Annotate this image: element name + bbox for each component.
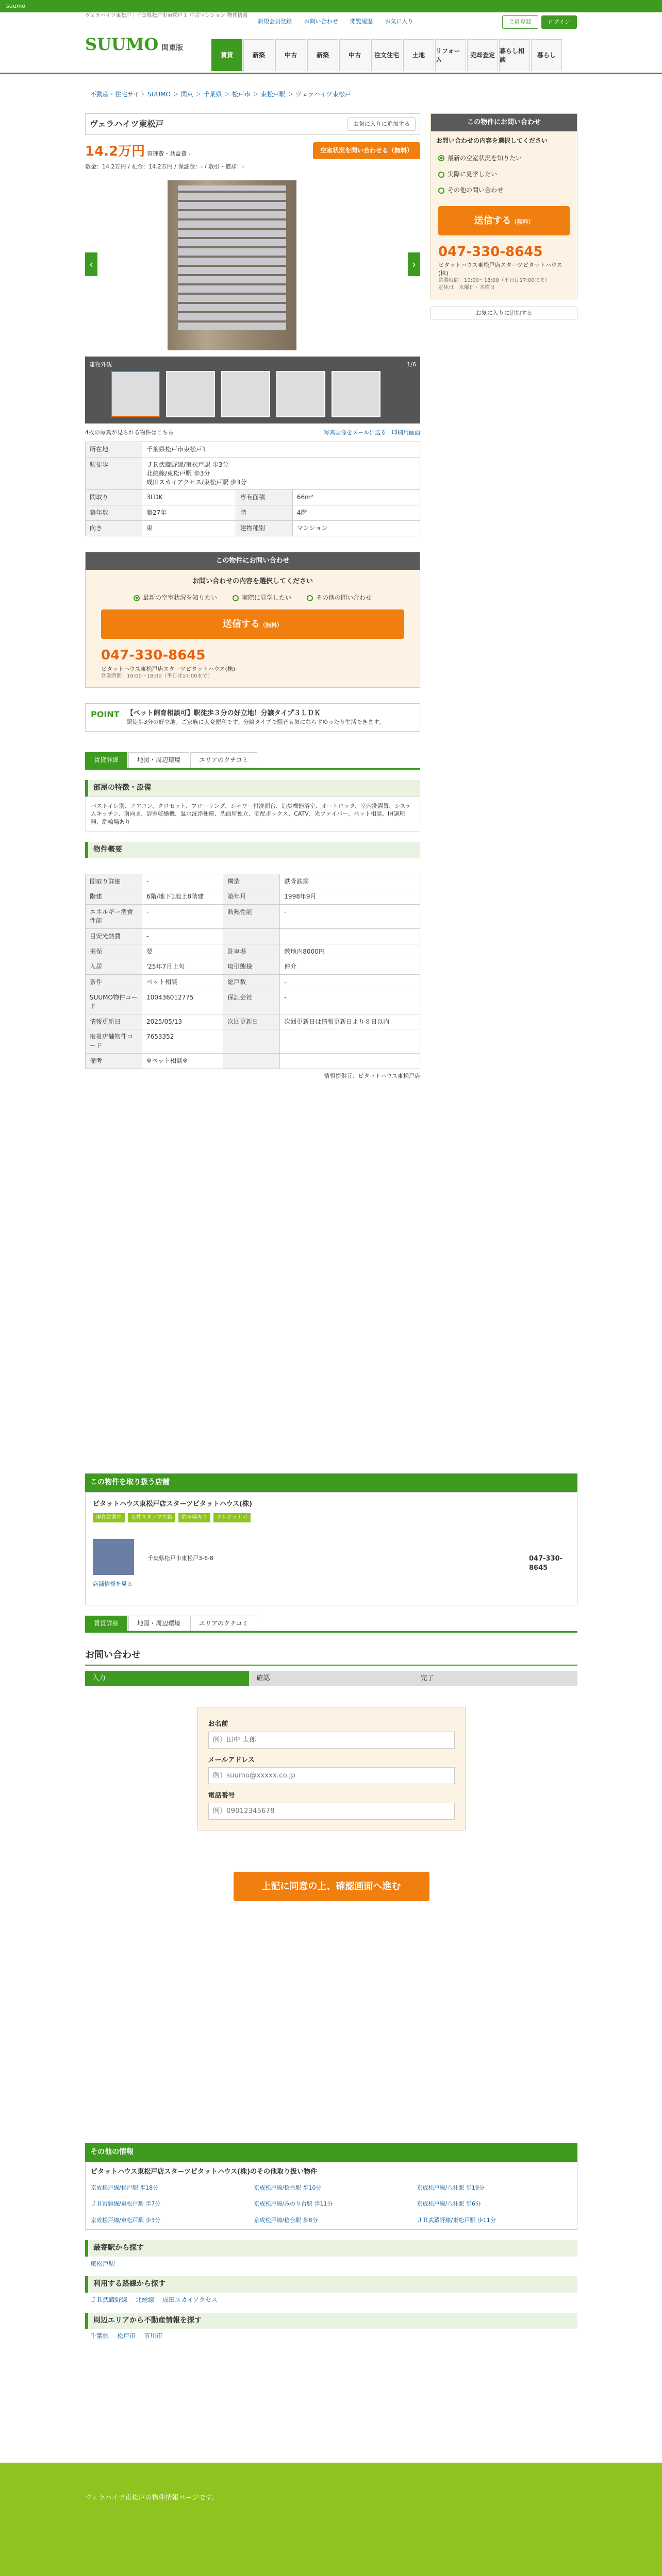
shop-phone[interactable]: 047-330-8645: [529, 1554, 563, 1572]
info-source: 情報提供元：ピタットハウス東松戸店: [324, 1072, 420, 1079]
contact-section: [85, 1649, 577, 1901]
summary-row: [86, 975, 420, 990]
tab-land[interactable]: 土地: [403, 39, 434, 71]
summary-label: 総戸数: [223, 975, 280, 990]
line-link[interactable]: ＪＲ武蔵野線: [90, 2296, 128, 2303]
spec-value: 東: [142, 520, 236, 536]
tab-consult[interactable]: 暮らし相談: [499, 39, 530, 71]
inquiry-question: お問い合わせの内容を選択してください: [192, 577, 313, 585]
features-text: バストイレ別、エアコン、クロゼット、フローリング、シャワー付洗面台、追焚機能浴室、オートロック、室内洗濯置、システムキッチン、南向き、浴室乾燥機、温水洗浄便座、洗面所独立、宅配ボックス、CATV、光ファイバー、ペット相談、IH調理器、駐輪場あり: [85, 796, 420, 832]
spec-value: ＪＲ武蔵野線/東松戸駅 歩3分 北総線/東松戸駅 歩3分 成田スカイアクセス/東松戸駅 歩3分: [142, 457, 420, 489]
side-send-button[interactable]: 送信する（無料）: [438, 206, 570, 235]
summary-label: 目安光熱費: [86, 928, 142, 944]
tab-detail[interactable]: 賃貸詳細: [85, 752, 127, 768]
tab-used-house[interactable]: 中古: [339, 39, 370, 71]
header-buttons: [502, 15, 577, 29]
header-links: [258, 18, 424, 25]
tab-reform[interactable]: リフォーム: [435, 39, 466, 71]
summary-value: -: [142, 874, 223, 889]
line-heading: 利用する路線から探す: [85, 2276, 577, 2293]
summary-table: [85, 874, 420, 1069]
spec-label: 向き: [86, 520, 142, 536]
area-heading: 周辺エリアから不動産情報を探す: [85, 2313, 577, 2329]
summary-label: SUUMO物件コード: [86, 990, 142, 1014]
summary-label: 築年月: [223, 889, 280, 905]
header-link-favorites[interactable]: お気に入り: [385, 18, 413, 25]
deposit-info: 敷金：14.2万円 / 礼金：14.2万円 / 保証金：- / 敷引・償却：-: [85, 163, 245, 171]
summary-value: 2025/05/13: [142, 1014, 223, 1029]
summary-value: -: [280, 990, 420, 1014]
contact-steps: [85, 1671, 577, 1686]
photo-caption: 建物外観: [89, 361, 112, 368]
spec-label: 専有面積: [236, 490, 292, 505]
summary-row: [86, 1053, 420, 1069]
summary-row: [86, 990, 420, 1014]
price-row: [85, 142, 420, 171]
photo-links: [85, 429, 420, 436]
summary-value: -: [280, 975, 420, 990]
other-listing-link[interactable]: 京成松戸線/松戸駅 歩18分: [91, 2184, 159, 2191]
name-field[interactable]: [208, 1732, 455, 1749]
tab-new-mansion[interactable]: 新築: [243, 39, 274, 71]
detail-tabs: [85, 752, 420, 770]
mail-photo-link[interactable]: 写真画像をメールに送る: [324, 429, 386, 436]
other-listing-link[interactable]: ＪＲ常磐線/東松戸駅 歩7分: [91, 2200, 161, 2208]
more-photos-text: 4枚の写真が見られる物件はこちら: [85, 429, 174, 436]
summary-value: 100436012775: [142, 990, 223, 1014]
tab-rent[interactable]: 賃貸: [211, 39, 242, 71]
contact-title: お問い合わせ: [85, 1649, 577, 1666]
thumbnails: [111, 371, 380, 417]
radio-icon: [438, 188, 444, 194]
side-holiday: 定休日：水曜日・木曜日: [438, 284, 495, 291]
radio-icon: [438, 155, 444, 161]
listing-title-bar: [85, 113, 420, 135]
category-tabs: [211, 39, 563, 71]
summary-label: 情報更新日: [86, 1014, 142, 1029]
side-phone-number[interactable]: 047-330-8645: [438, 244, 543, 260]
side-inquiry-question: お問い合わせの内容を選択してください: [436, 137, 548, 145]
spec-value: 3LDK: [142, 490, 236, 505]
tab-reviews[interactable]: エリアのクチコミ: [190, 1616, 257, 1632]
side-inquiry-heading: この物件にお問い合わせ: [431, 114, 577, 131]
summary-row: [86, 1014, 420, 1029]
side-option-vacancy[interactable]: 最新の空室状況を知りたい: [438, 150, 570, 166]
step-input: 入力: [85, 1671, 249, 1686]
thumbnail[interactable]: [276, 371, 325, 417]
contact-form: [197, 1707, 466, 1831]
header-tagline: ヴェラハイツ東松戸｜千葉県松戸市東松戸１ 中古マンション 物件情報: [85, 13, 248, 19]
summary-value: '25年7月上旬: [142, 959, 223, 975]
step-confirm: 確認: [249, 1671, 413, 1686]
price-sub: 管理費・共益費 -: [147, 150, 191, 157]
summary-value: [280, 928, 420, 944]
send-button[interactable]: 送信する（無料）: [101, 609, 404, 639]
other-listing-link[interactable]: 京成松戸線/東松戸駅 歩3分: [91, 2216, 161, 2224]
spec-label: 階: [236, 505, 292, 521]
area-link[interactable]: 松戸市: [117, 2332, 136, 2340]
side-inquiry-box: [431, 113, 577, 299]
spec-value: マンション: [292, 520, 420, 536]
line-link[interactable]: 北総線: [136, 2296, 155, 2303]
other-heading: その他の情報: [85, 2143, 577, 2162]
summary-label: 次回更新日: [223, 1014, 280, 1029]
tab-reviews[interactable]: エリアのクチコミ: [190, 752, 257, 768]
thumbnail[interactable]: [166, 371, 215, 417]
summary-value: 仲介: [280, 959, 420, 975]
member-register-button[interactable]: 会員登録: [502, 15, 538, 29]
spec-label: 建物種別: [236, 520, 292, 536]
shop-tabs: [85, 1616, 577, 1633]
summary-value: -: [142, 905, 223, 929]
tab-life[interactable]: 暮らし: [531, 39, 562, 71]
side-favorite-button[interactable]: お気に入りに追加する: [431, 307, 577, 319]
top-bar: [0, 0, 662, 12]
line-link[interactable]: 成田スカイアクセス: [162, 2296, 218, 2303]
radio-icon: [233, 595, 239, 601]
shop-section: [85, 1473, 577, 1633]
site-logo[interactable]: SUUMO 関東版: [85, 35, 184, 54]
thumbnail-strip: [85, 357, 420, 423]
point-box: [85, 703, 420, 732]
side-option-other[interactable]: その他の問い合わせ: [438, 182, 570, 198]
next-photo-button[interactable]: ›: [408, 252, 420, 276]
summary-value: 1998年9月: [280, 889, 420, 905]
step-done: 完了: [413, 1671, 577, 1686]
shop-name[interactable]: ピタットハウス東松戸店スターツピタットハウス(株): [93, 1500, 253, 1508]
inquiry-options: [86, 594, 420, 602]
side-business-hours: 営業時間：10:00〜18:00（平日は17:00まで）: [438, 277, 550, 283]
other-listing-link[interactable]: 京成松戸線/みのり台駅 歩11分: [254, 2200, 333, 2208]
other-listing-link[interactable]: 京成松戸線/八柱駅 歩6分: [417, 2200, 481, 2208]
rent-price: 14.2万円: [85, 144, 145, 159]
tab-new-house[interactable]: 新築: [307, 39, 338, 71]
point-desc: 駅徒歩3分の好立地。ご家族に大変便利です。分譲タイプで騒音も気にならずゆったり生活できます。: [126, 719, 385, 726]
near-heading: 最寄駅から探す: [85, 2240, 577, 2257]
summary-label: 間取り詳細: [86, 874, 142, 889]
photo-counter: 1/6: [407, 361, 416, 368]
shop-tag: クレジット可: [213, 1513, 251, 1522]
summary-value: -: [280, 905, 420, 929]
header-link-history[interactable]: 閲覧履歴: [350, 18, 373, 25]
spec-label: 駅徒歩: [86, 457, 142, 489]
thumbnail[interactable]: [332, 371, 380, 417]
summary-row: [86, 905, 420, 929]
tab-used-mansion[interactable]: 中古: [275, 39, 306, 71]
summary-label: 構造: [223, 874, 280, 889]
summary-heading: 物件概要: [85, 842, 420, 858]
shop-photo: [93, 1539, 134, 1575]
shop-tag: 現在営業中: [93, 1513, 125, 1522]
spec-value: 築27年: [142, 505, 236, 521]
inquiry-heading: この物件にお問い合わせ: [86, 552, 420, 570]
brand-text: suumo: [6, 3, 26, 9]
print-link[interactable]: 印刷用画面: [392, 429, 420, 436]
summary-value: 7653352: [142, 1029, 223, 1054]
phone-number[interactable]: 047-330-8645: [101, 648, 206, 664]
footer-message: ヴェラハイツ東松戸の物件情報ページです。: [85, 2494, 219, 2502]
summary-label: 損保: [86, 944, 142, 959]
summary-value: ※ペット相談※: [142, 1053, 223, 1069]
tab-detail[interactable]: 賃貸詳細: [85, 1616, 127, 1632]
side-option-visit[interactable]: 実際に見学したい: [438, 166, 570, 182]
other-listings: [91, 2184, 572, 2224]
spec-label: 築年数: [86, 505, 142, 521]
summary-label: 駐車場: [223, 944, 280, 959]
tab-custom-house[interactable]: 注文住宅: [371, 39, 402, 71]
side-column: [431, 113, 577, 319]
point-label: POINT: [91, 709, 120, 719]
tab-map[interactable]: 地図・周辺環境: [128, 1616, 189, 1632]
summary-row: [86, 889, 420, 905]
summary-label: 備考: [86, 1053, 142, 1069]
summary-label: [223, 928, 280, 944]
near-station-link[interactable]: 東松戸駅: [90, 2260, 115, 2267]
spec-value: 66m²: [292, 490, 420, 505]
breadcrumb[interactable]: 不動産・住宅サイト SUUMO ＞ 関東 ＞ 千葉県 ＞ 松戸市 ＞ 東松戸駅 ＞ ヴェラハイツ東松戸: [90, 91, 351, 98]
summary-value: 敷地内8000円: [280, 944, 420, 959]
summary-label: [223, 1053, 280, 1069]
side-company-name: ビタットハウス東松戸店スターツピタットハウス(株): [438, 262, 562, 277]
radio-icon: [438, 172, 444, 178]
shop-tag: 女性スタッフ在籍: [128, 1513, 175, 1522]
radio-icon: [307, 595, 313, 601]
mail-label: メールアドレス: [208, 1756, 255, 1764]
thumbnail[interactable]: [221, 371, 270, 417]
shop-tag: 駐車場あり: [178, 1513, 210, 1522]
summary-value: 次回更新日は情報更新日より８日以内: [280, 1014, 420, 1029]
site-header: [0, 12, 662, 74]
summary-label: 保証会社: [223, 990, 280, 1014]
summary-label: エネルギー消費性能: [86, 905, 142, 929]
spec-value: 千葉県松戸市東松戸1: [142, 442, 420, 457]
spec-value: 4階: [292, 505, 420, 521]
summary-label: 取扱店舗物件コード: [86, 1029, 142, 1054]
other-listing-link[interactable]: ＪＲ武蔵野線/東松戸駅 歩11分: [417, 2216, 496, 2224]
spec-table: [85, 442, 420, 536]
shop-info-link[interactable]: 店舗情報を見る: [93, 1580, 133, 1587]
summary-value: ペット相談: [142, 975, 223, 990]
name-label: お名前: [208, 1720, 228, 1728]
phone-field[interactable]: [208, 1803, 455, 1820]
spec-label: 間取り: [86, 490, 142, 505]
radio-icon: [134, 595, 140, 601]
summary-row: [86, 928, 420, 944]
shop-address: 千葉県松戸市東松戸3-6-8: [147, 1554, 213, 1562]
summary-row: [86, 874, 420, 889]
main-column: [85, 113, 420, 1080]
other-listing-link[interactable]: 京成松戸線/稔台駅 歩8分: [254, 2216, 318, 2224]
option-visit[interactable]: 実際に見学したい: [233, 594, 291, 602]
tab-appraisal[interactable]: 売却査定: [467, 39, 498, 71]
email-field[interactable]: [208, 1767, 455, 1784]
summary-label: 断熱性能: [223, 905, 280, 929]
area-link[interactable]: 市川市: [144, 2332, 163, 2340]
shop-heading: この物件を取り扱う店舗: [85, 1473, 577, 1492]
company-name: ビタットハウス東松戸店スターツピタットハウス(株): [101, 665, 236, 672]
features-heading: 部屋の特徴・設備: [85, 780, 420, 796]
header-link-inquiry[interactable]: お問い合わせ: [304, 18, 338, 25]
summary-value: -: [142, 928, 223, 944]
summary-value: 要: [142, 944, 223, 959]
add-favorite-button[interactable]: お気に入りに追加する: [347, 117, 416, 130]
business-hours: 営業時間：10:00〜18:00（平日は17:00まで）: [101, 673, 213, 679]
login-button[interactable]: ログイン: [541, 15, 577, 29]
summary-row: [86, 1029, 420, 1054]
building-photo: [168, 180, 296, 350]
thumbnail[interactable]: [111, 371, 160, 417]
header-link-register[interactable]: 新規会員登録: [258, 18, 292, 25]
summary-label: 条件: [86, 975, 142, 990]
tel-label: 電話番号: [208, 1791, 235, 1800]
other-listing-link[interactable]: 京成松戸線/稔台駅 歩10分: [254, 2184, 322, 2191]
area-link[interactable]: 千葉県: [90, 2332, 109, 2340]
summary-row: [86, 959, 420, 975]
summary-label: 入居: [86, 959, 142, 975]
option-vacancy[interactable]: 最新の空室状況を知りたい: [134, 594, 217, 602]
vacancy-inquiry-button[interactable]: 空室状況を問い合わせる（無料）: [313, 142, 420, 159]
summary-value: [280, 1053, 420, 1069]
other-subheading: ピタットハウス東松戸店スターツピタットハウス(株)のその他取り扱い物件: [91, 2167, 318, 2176]
summary-label: 階建: [86, 889, 142, 905]
summary-value: 鉄骨鉄筋: [280, 874, 420, 889]
summary-value: 6階/地下1地上8階建: [142, 889, 223, 905]
footer-banner: [0, 2463, 662, 2576]
confirm-submit-button[interactable]: 上記に同意の上、確認画面へ進む: [234, 1872, 429, 1901]
summary-label: [223, 1029, 280, 1054]
prev-photo-button[interactable]: ‹: [85, 252, 97, 276]
main-photo: [85, 180, 420, 350]
summary-row: [86, 944, 420, 959]
other-listing-link[interactable]: 京成松戸線/八柱駅 歩19分: [417, 2184, 485, 2191]
other-section: [85, 2143, 577, 2344]
option-other[interactable]: その他の問い合わせ: [307, 594, 372, 602]
spec-label: 所在地: [86, 442, 142, 457]
summary-value: [280, 1029, 420, 1054]
summary-label: 取引態様: [223, 959, 280, 975]
point-title: 【ペット飼育相談可】駅徒歩３分の好立地！分譲タイプ３ＬＤＫ: [126, 709, 321, 717]
inquiry-box: [85, 552, 420, 688]
page-title: ヴェラハイツ東松戸: [90, 118, 164, 129]
tab-map[interactable]: 地図・周辺環境: [128, 752, 189, 768]
